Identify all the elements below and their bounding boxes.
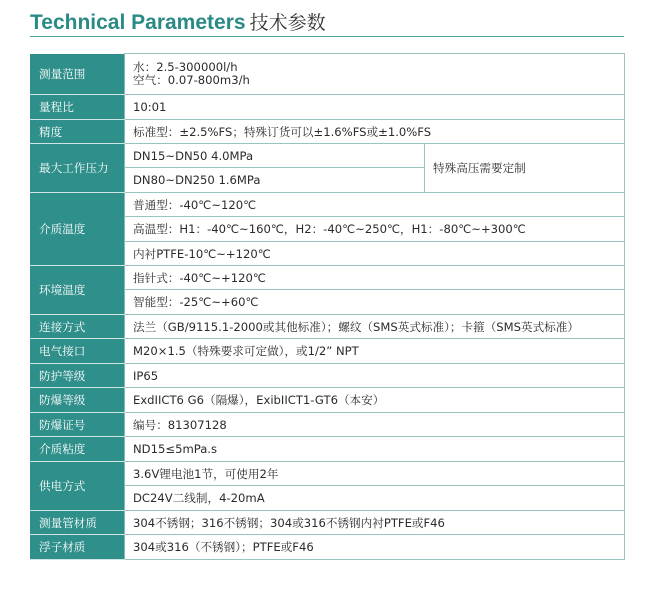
row-value: 内衬PTFE-10℃~+120℃ <box>125 242 625 266</box>
row-value: 3.6V锂电池1节，可使用2年 <box>125 462 625 486</box>
table-row-electrical <box>31 339 625 364</box>
heading-divider <box>30 36 624 37</box>
row-label: 防爆证号 <box>31 413 125 437</box>
row-label: 防护等级 <box>31 364 125 388</box>
row-value: M20×1.5（特殊要求可定做），或1/2” NPT <box>125 339 625 364</box>
table-row-viscosity <box>31 437 625 462</box>
row-label: 介质温度 <box>31 193 125 266</box>
row-value: 高温型：H1：-40℃~160℃，H2：-40℃~250℃，H1：-80℃~+300℃ <box>125 217 625 242</box>
table-row-pressure <box>31 144 625 168</box>
table-row-explosion <box>31 388 625 413</box>
table-row-turndown <box>31 95 625 120</box>
row-note: 特殊高压需要定制 <box>425 144 625 193</box>
row-value: 标准型：±2.5%FS；特殊订货可以±1.6%FS或±1.0%FS <box>125 120 625 144</box>
row-label: 介质粘度 <box>31 437 125 462</box>
table-row-power <box>31 462 625 486</box>
heading-english: Technical Parameters <box>30 11 246 34</box>
row-value: 304不锈钢；316不锈钢；304或316不锈钢内衬PTFE或F46 <box>125 511 625 535</box>
row-value: DN15~DN50 4.0MPa <box>125 144 425 168</box>
row-label: 供电方式 <box>31 462 125 511</box>
row-value: 法兰（GB/9115.1-2000或其他标准）；螺纹（SMS英式标准）；卡箍（SMS英式标准） <box>125 315 625 339</box>
row-label: 浮子材质 <box>31 535 125 560</box>
value-line: 空气：0.07-800m3/h <box>133 73 250 87</box>
row-label: 最大工作压力 <box>31 144 125 193</box>
row-value: 普通型：-40℃~120℃ <box>125 193 625 217</box>
table-row-certificate <box>31 413 625 437</box>
row-value: ExdIICT6 G6（隔爆），ExibIICT1-GT6（本安） <box>125 388 625 413</box>
table-row-ambient-temp <box>31 266 625 290</box>
row-value: 编号：81307128 <box>125 413 625 437</box>
row-value: 304或316（不锈钢）；PTFE或F46 <box>125 535 625 560</box>
row-value: ND15≤5mPa.s <box>125 437 625 462</box>
spec-table <box>30 53 625 560</box>
row-value: 智能型：-25℃~+60℃ <box>125 290 625 315</box>
table-row-protection <box>31 364 625 388</box>
row-label: 连接方式 <box>31 315 125 339</box>
row-value: IP65 <box>125 364 625 388</box>
row-value <box>125 54 625 95</box>
table-row-connection <box>31 315 625 339</box>
row-label: 测量管材质 <box>31 511 125 535</box>
row-label: 精度 <box>31 120 125 144</box>
row-label: 量程比 <box>31 95 125 120</box>
row-value: 10:01 <box>125 95 625 120</box>
row-label: 环境温度 <box>31 266 125 315</box>
row-label: 测量范围 <box>31 54 125 95</box>
row-value: 指针式：-40℃~+120℃ <box>125 266 625 290</box>
table-row-tube <box>31 511 625 535</box>
heading-chinese: 技术参数 <box>249 12 326 34</box>
table-row-accuracy <box>31 120 625 144</box>
table-row-float <box>31 535 625 560</box>
row-label: 防爆等级 <box>31 388 125 413</box>
table-row-range <box>31 54 625 95</box>
row-value: DN80~DN250 1.6MPa <box>125 168 425 193</box>
table-row-medium-temp <box>31 193 625 217</box>
row-value: DC24V二线制，4-20mA <box>125 486 625 511</box>
page-heading <box>30 8 326 36</box>
value-line: 水：2.5-300000l/h <box>133 59 238 74</box>
row-label: 电气接口 <box>31 339 125 364</box>
